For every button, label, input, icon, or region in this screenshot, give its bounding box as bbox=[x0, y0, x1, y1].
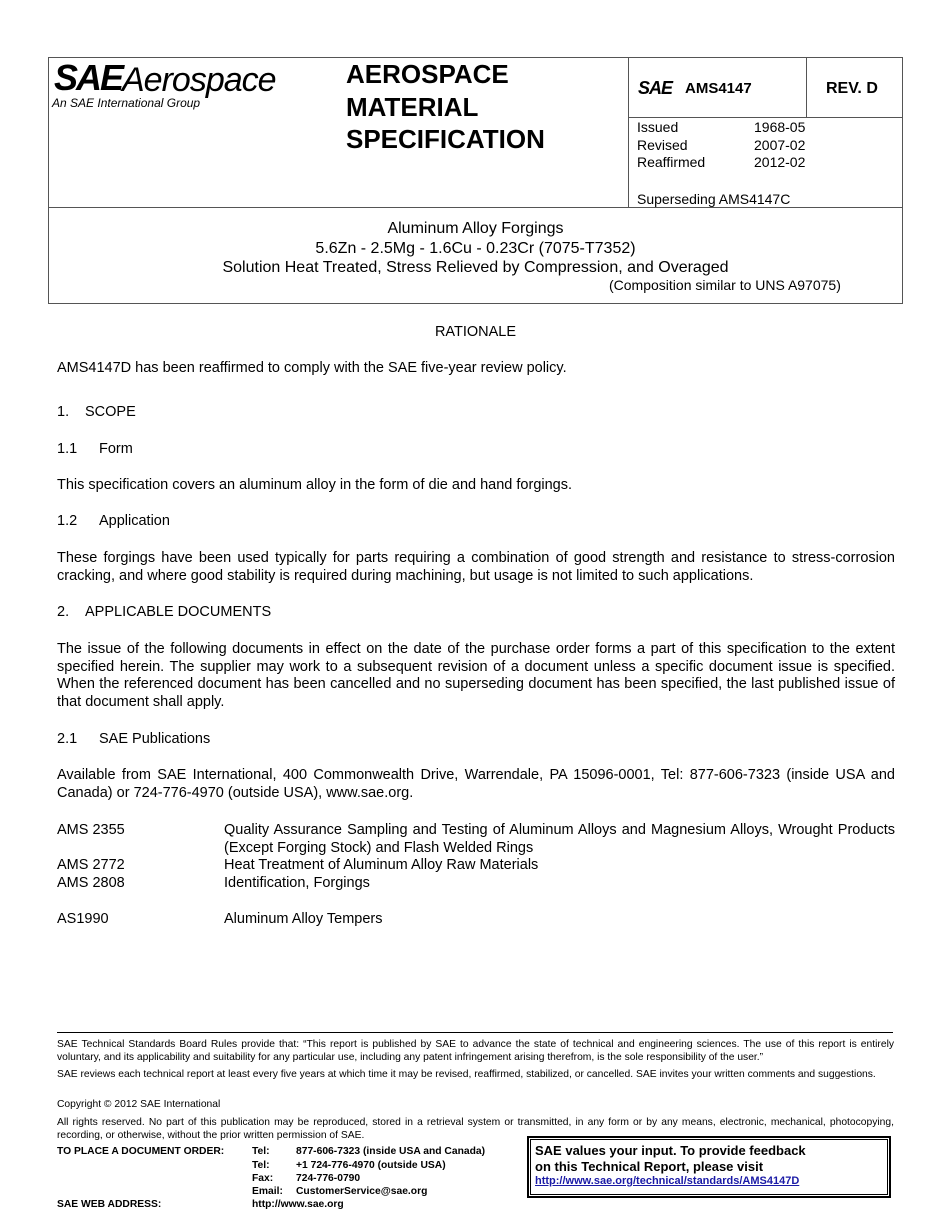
header-divider bbox=[628, 57, 629, 208]
order-label: TO PLACE A DOCUMENT ORDER: bbox=[57, 1146, 225, 1157]
section-number: 1. bbox=[57, 404, 70, 420]
footer-review-note: SAE reviews each technical report at least every five years at which time it may be revised, reaffirmed, stabilized, or cancelled. SAE invites your written comments and suggestions. bbox=[57, 1069, 876, 1080]
logo-subtitle: An SAE International Group bbox=[52, 96, 201, 110]
reference-title: Aluminum Alloy Tempers bbox=[224, 911, 383, 927]
reference-title: Identification, Forgings bbox=[224, 875, 370, 891]
paragraph: Available from SAE International, 400 Commonwealth Drive, Warrendale, PA 15096-0001, Tel: 877-606-7323 (inside USA and Canada) or 724-776-4970 (outside USA), www.sae.org. bbox=[57, 767, 895, 801]
date-value: 2007-02 bbox=[754, 137, 806, 153]
rationale-heading: RATIONALE bbox=[434, 324, 517, 340]
date-label: Issued bbox=[637, 119, 679, 135]
sae-logo-word: Aerospace bbox=[122, 61, 276, 99]
spec-title-line: SPECIFICATION bbox=[346, 124, 545, 154]
contact-label: Tel: bbox=[252, 1160, 270, 1171]
contact-value: 724-776-0790 bbox=[296, 1173, 361, 1184]
spec-title-line: MATERIAL bbox=[346, 91, 479, 122]
reference-code: AMS 2355 bbox=[57, 822, 125, 838]
date-value: 1968-05 bbox=[754, 119, 806, 135]
feedback-text: on this Technical Report, please visit bbox=[535, 1159, 764, 1174]
section-number: 2.1 bbox=[57, 731, 78, 747]
reference-code: AMS 2808 bbox=[57, 875, 125, 891]
paragraph: The issue of the following documents in effect on the date of the purchase order forms a part of this specification to the extent specified herein. The supplier may work to a subsequent revision of a document unless a specific document issue is specified. When the referenced document has been cancelled and no superseding document has been specified, the last published issue of that document shall apply. bbox=[57, 641, 895, 710]
spec-title bbox=[346, 58, 545, 156]
material-composition: 5.6Zn - 2.5Mg - 1.6Cu - 0.23Cr (7075-T7352) bbox=[315, 240, 636, 257]
sae-small-logo: SAE bbox=[638, 78, 673, 98]
section-heading: Application bbox=[99, 513, 170, 529]
spec-title-line: AEROSPACE bbox=[346, 59, 509, 89]
section-number: 2. bbox=[57, 604, 70, 620]
feedback-link[interactable]: http://www.sae.org/technical/standards/AMS4147D bbox=[535, 1175, 800, 1187]
reference-code: AMS 2772 bbox=[57, 857, 125, 873]
section-heading: Form bbox=[99, 441, 133, 457]
section-heading: APPLICABLE DOCUMENTS bbox=[85, 604, 272, 620]
reference-code: AS1990 bbox=[57, 911, 109, 927]
revision-label: REV. D bbox=[826, 80, 878, 97]
section-heading: SCOPE bbox=[85, 404, 136, 420]
material-title: Aluminum Alloy Forgings bbox=[387, 220, 564, 237]
footer-disclaimer: SAE Technical Standards Board Rules provide that: “This report is published by SAE to advance the state of technical and engineering sciences. The use of this report is entirely voluntary, and its applicability and suitability for any particular use, including any patent infringement arising therefrom, is the sole responsibility of the user.” bbox=[57, 1039, 894, 1063]
date-label: Revised bbox=[637, 137, 688, 153]
date-label: Reaffirmed bbox=[637, 154, 706, 170]
section-heading: SAE Publications bbox=[99, 731, 211, 747]
contact-email[interactable]: CustomerService@sae.org bbox=[296, 1186, 428, 1197]
paragraph: These forgings have been used typically for parts requiring a combination of good strength and resistance to stress-corrosion cracking, and where good stability is required during machining, but usage is not limited to such applications. bbox=[57, 550, 895, 584]
uns-composition: (Composition similar to UNS A97075) bbox=[609, 277, 841, 293]
contact-label: Tel: bbox=[252, 1146, 270, 1157]
supersedes-note: Superseding AMS4147C bbox=[637, 191, 791, 207]
sae-logo-mark: SAE bbox=[54, 57, 123, 98]
material-condition: Solution Heat Treated, Stress Relieved by Compression, and Overaged bbox=[222, 259, 729, 276]
section-number: 1.2 bbox=[57, 513, 78, 529]
footer-rights: All rights reserved. No part of this publication may be reproduced, stored in a retrieval system or transmitted, in any form or by any means, electronic, mechanical, photocopying, recording, or otherwise, without the prior written permission of SAE. bbox=[57, 1117, 894, 1141]
footer-rule bbox=[57, 1032, 893, 1033]
contact-label: Email: bbox=[252, 1186, 283, 1197]
contact-value: 877-606-7323 (inside USA and Canada) bbox=[296, 1146, 486, 1157]
web-address-link[interactable]: http://www.sae.org bbox=[252, 1199, 344, 1210]
paragraph: This specification covers an aluminum alloy in the form of die and hand forgings. bbox=[57, 477, 573, 493]
header-divider bbox=[628, 117, 903, 118]
rationale-text: AMS4147D has been reaffirmed to comply with the SAE five-year review policy. bbox=[57, 360, 567, 376]
contact-value: +1 724-776-4970 (outside USA) bbox=[296, 1160, 446, 1171]
document-number: AMS4147 bbox=[685, 80, 752, 97]
web-label: SAE WEB ADDRESS: bbox=[57, 1199, 162, 1210]
contact-label: Fax: bbox=[252, 1173, 274, 1184]
footer-copyright: Copyright © 2012 SAE International bbox=[57, 1099, 221, 1110]
reference-title: Heat Treatment of Aluminum Alloy Raw Materials bbox=[224, 857, 539, 873]
feedback-text: SAE values your input. To provide feedback bbox=[535, 1143, 806, 1158]
reference-title: Quality Assurance Sampling and Testing of Aluminum Alloys and Magnesium Alloys, Wrought Products (Except Forging Stock) and Flash Welded Rings bbox=[224, 822, 895, 856]
header-divider bbox=[806, 57, 807, 118]
section-number: 1.1 bbox=[57, 441, 78, 457]
date-value: 2012-02 bbox=[754, 154, 806, 170]
